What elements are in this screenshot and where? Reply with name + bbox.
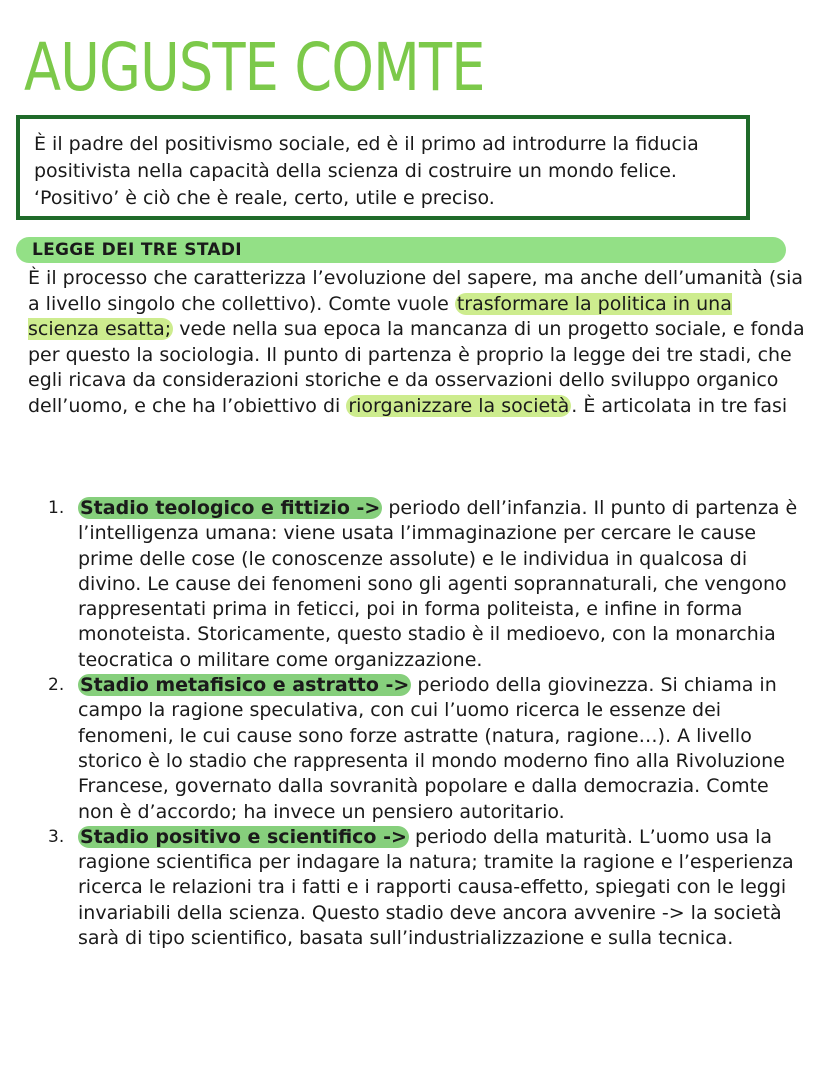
stage-text: periodo della giovinezza. Si chiama in campo la ragione speculativa, con cui l’uomo ricerca le essenze dei fenomeni, le cui cause sono forze astratte (natura, ragione…). A livello storico è lo stadio che rappresenta il mondo moderno fino alla Rivoluzione Francese, governato dalla sovranità popolare e dalla democrazia. Comte non è d’accordo; ha invece un pensiero autoritario. xyxy=(78,674,785,823)
list-item xyxy=(48,496,808,673)
paragraph-text-middle: vede nella sua epoca la mancanza di un progetto sociale, e fonda per questo la sociologia. Il punto di partenza è proprio la legge dei tre stadi, che egli ricava da considerazioni storiche e da osservazioni dello sviluppo organico dell’uomo, e che ha l’obiettivo di xyxy=(28,318,805,417)
list-item xyxy=(48,825,808,951)
paragraph-text-after: . È articolata in tre fasi xyxy=(571,394,788,417)
list-number: 1. xyxy=(48,498,65,518)
stage-name: Stadio teologico e fittizio -> xyxy=(80,497,381,519)
list-number: 3. xyxy=(48,826,65,847)
stage-name: Stadio metafisico e astratto -> xyxy=(80,674,410,697)
section-heading: LEGGE DEI TRE STADI xyxy=(32,240,242,260)
intro-text: È il padre del positivismo sociale, ed è il primo ad introdurre la fiducia positivista nella capacità della scienza di costruire un mondo felice. ‘Positivo’ è ciò che è reale, certo, utile e preciso. xyxy=(34,133,699,209)
section-paragraph xyxy=(28,266,808,420)
stage-text: periodo dell’infanzia. Il punto di partenza è l’intelligenza umana: viene usata l’immaginazione per cercare le cause prime delle cose (le conoscenze assolute) e le individua in qualcosa di divino. Le cause dei fenomeni sono gli agenti soprannaturali, che vengono rappresentati prima in feticci, poi in forma politeista, e infine in forma monoteista. Storicamente, questo stadio è il medioevo, con la monarchia teocratica o militare come organizzazione. xyxy=(78,497,798,671)
intro-box xyxy=(16,115,750,220)
page-title: AUGUSTE COMTE xyxy=(24,29,485,106)
highlight-society: riorganizzare la società xyxy=(348,394,570,417)
stage-text: periodo della maturità. L’uomo usa la ragione scientifica per indagare la natura; tramite la ragione e l’esperienza ricerca le relazioni tra i fatti e i rapporti causa-effetto, spiegati con le leggi invariabili della scienza. Questo stadio deve ancora avvenire -> la società sarà di tipo scientifico, basata sull’industrializzazione e sulla tecnica. xyxy=(78,825,794,950)
list-item xyxy=(48,673,808,825)
paragraph-text-before: È il processo che caratterizza l’evoluzione del sapere, ma anche dell’umanità (sia a livello singolo che collettivo). Comte vuole xyxy=(28,267,804,315)
list-number: 2. xyxy=(48,675,65,696)
stage-name: Stadio positivo e scientifico -> xyxy=(80,825,407,848)
stages-list xyxy=(48,496,808,951)
highlight-politics: trasformare la politica in una scienza esatta; xyxy=(28,292,732,341)
